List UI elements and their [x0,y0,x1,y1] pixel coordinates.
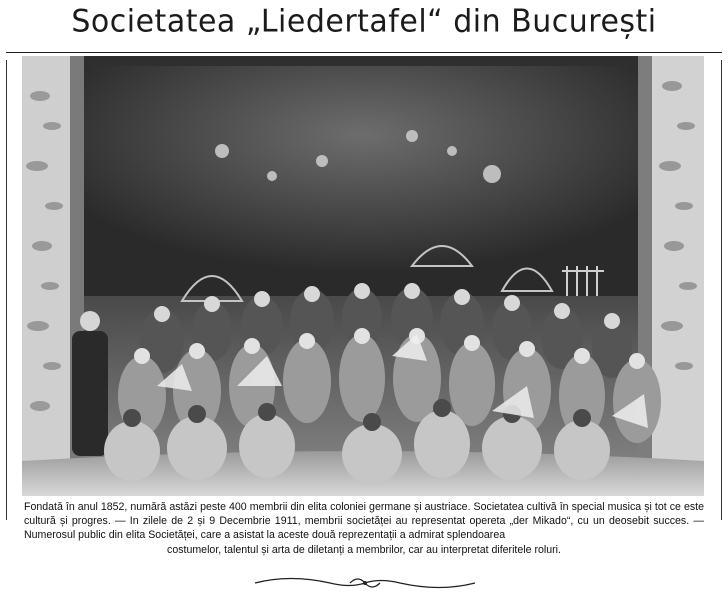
right-border [721,60,722,520]
caption-line-1: Fondată în anul 1852, numără astăzi peste 400 membrii din elita coloniei germane și austriace. Societatea cultivă în special musica [24,501,642,513]
photo-caption [24,500,704,557]
ornament-divider [250,572,480,594]
page-title: Societatea „Liedertafel“ din București [71,3,657,40]
top-rule [6,52,722,53]
caption-line-4: costumelor, talentul și arta de diletanți a membrilor, car au interpretat diferitele roluri. [167,543,561,556]
caption-line-3: cu un deosebit succes. — Numerosul public din elita Societăței, care a asistat la aceste două reprezentații a admirat splendoarea [24,515,704,542]
group-photo [22,56,704,496]
caption-line-2: și tot ce este cultură și progres. — In zilele de 2 și 9 Decembrie 1911, membrii societăței au representat opereta „der Mikado“, [24,501,704,528]
stage-photo-illustration [22,56,704,496]
left-border [6,60,7,520]
